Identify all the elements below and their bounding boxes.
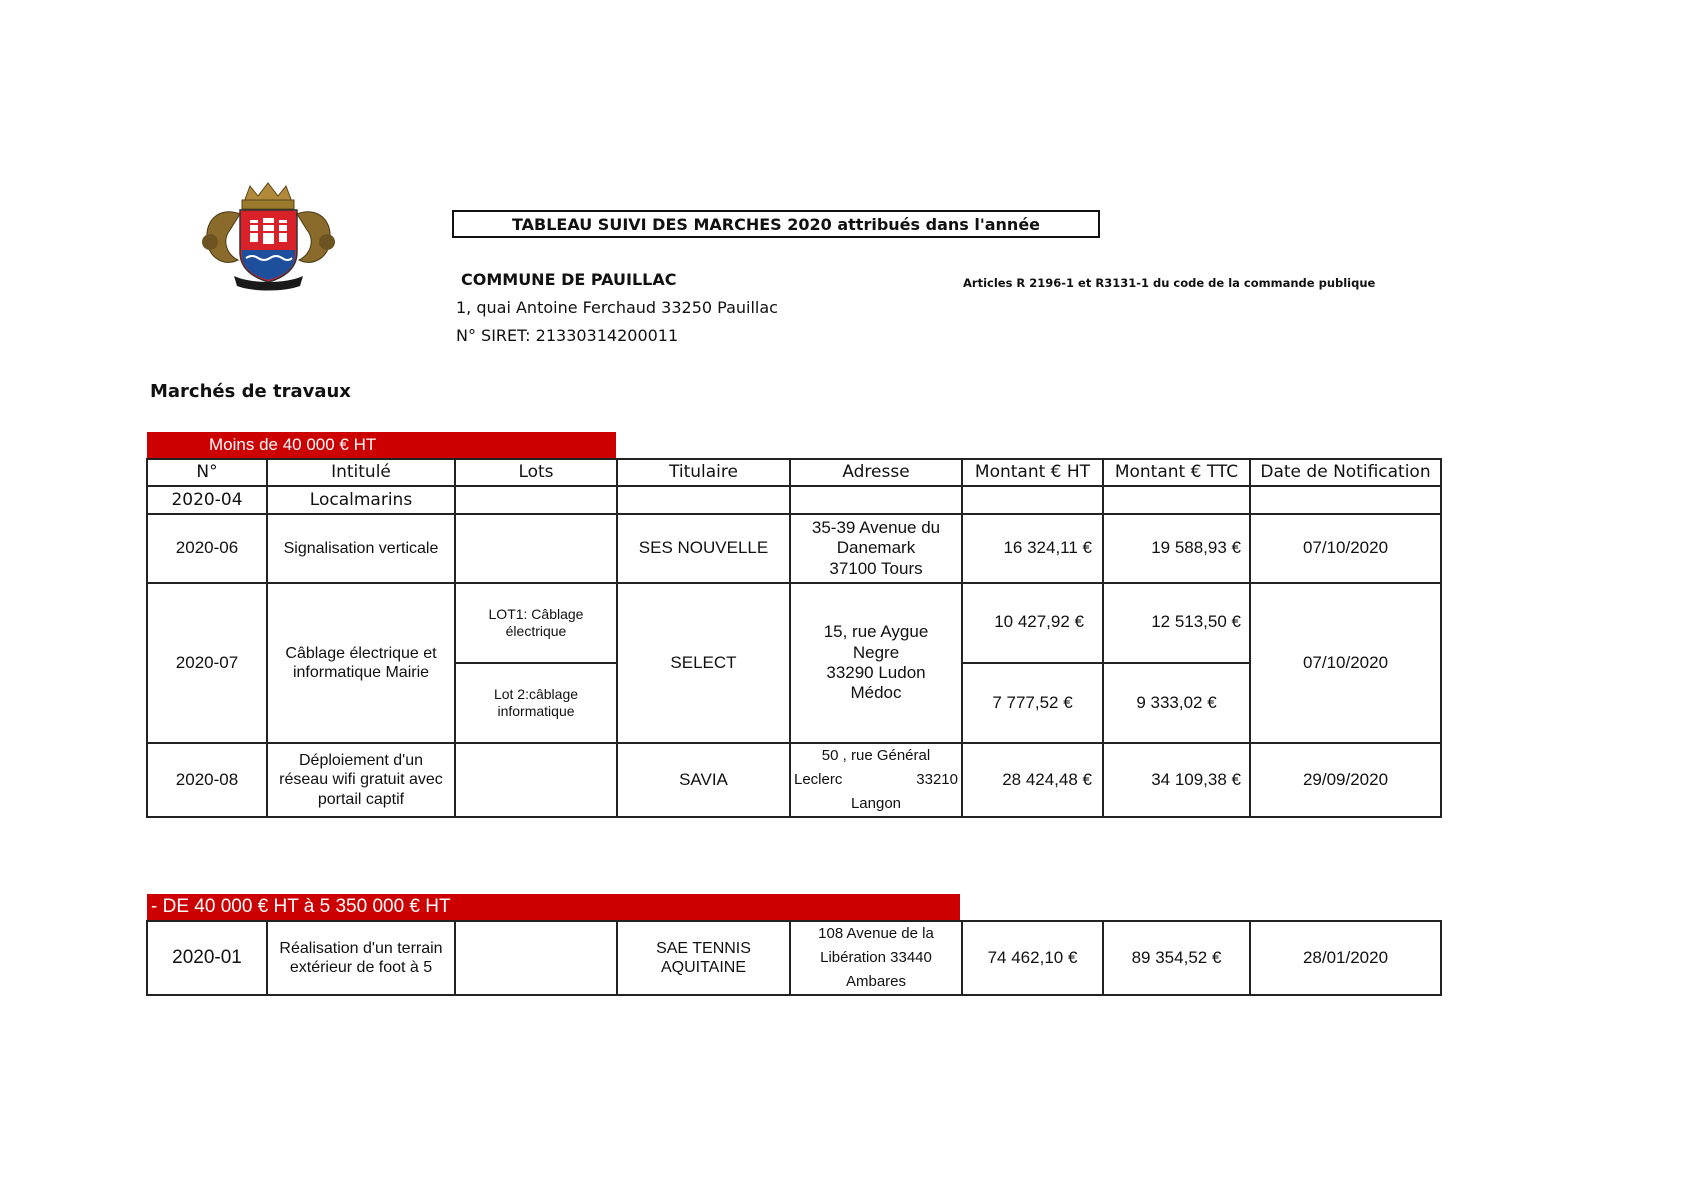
titulaire-line: AQUITAINE [660, 959, 747, 976]
col-header-montant-ttc: Montant € TTC [1103, 459, 1250, 486]
cell-adresse [790, 743, 962, 817]
cell-lots [455, 921, 617, 995]
commune-siret: N° SIRET: 21330314200011 [456, 326, 679, 345]
intitule-line: Réalisation d'un terrain [279, 939, 443, 957]
cell-intitule [267, 743, 455, 817]
cell-lot [455, 583, 617, 663]
commune-address: 1, quai Antoine Ferchaud 33250 Pauillac [456, 298, 778, 317]
cell-ttc: 34 109,38 € [1103, 743, 1250, 817]
titulaire-line: SAE TENNIS [656, 939, 751, 957]
cell-ht: 28 424,48 € [962, 743, 1103, 817]
cell-ht: 16 324,11 € [962, 514, 1103, 583]
cell-num: 2020-08 [147, 743, 267, 817]
address-line: 108 Avenue de la [818, 925, 934, 942]
address-line: Langon [850, 795, 902, 812]
intitule-line: réseau wifi gratuit avec [279, 771, 443, 789]
cell-titulaire: SELECT [617, 583, 790, 743]
cell-num: 2020-06 [147, 514, 267, 583]
cell-date [1250, 486, 1441, 514]
cell-date: 28/01/2020 [1250, 921, 1441, 995]
band-40k-to-5350k: - DE 40 000 € HT à 5 350 000 € HT [147, 894, 960, 920]
table-row [147, 486, 1441, 514]
markets-table-under-40k [146, 458, 1442, 818]
col-header-montant-ht: Montant € HT [962, 459, 1103, 486]
col-header-date: Date de Notification [1250, 459, 1441, 486]
cell-adresse [790, 514, 962, 583]
markets-table-40k-to-5350k [146, 920, 1442, 996]
lot-line: LOT1: Câblage [488, 606, 584, 623]
address-line: 50 , rue Général [821, 747, 931, 764]
cell-num: 2020-07 [147, 583, 267, 743]
intitule-line: portail captif [317, 790, 405, 808]
cell-adresse [790, 583, 962, 743]
cell-intitule [267, 921, 455, 995]
lot-line: Lot 2:câblage [493, 686, 579, 703]
address-part: Leclerc [794, 771, 843, 788]
col-header-lots: Lots [455, 459, 617, 486]
cell-titulaire [617, 921, 790, 995]
address-line: 35-39 Avenue du [811, 517, 941, 537]
cell-intitule [267, 583, 455, 743]
cell-date: 07/10/2020 [1250, 514, 1441, 583]
cell-date: 07/10/2020 [1250, 583, 1441, 743]
cell-num: 2020-04 [147, 486, 267, 514]
address-line: Danemark [836, 538, 916, 558]
cell-ttc: 19 588,93 € [1103, 514, 1250, 583]
intitule-line: Câblage électrique et [285, 644, 437, 662]
intitule-line: Déploiement d'un [298, 752, 424, 770]
cell-titulaire: SES NOUVELLE [617, 514, 790, 583]
table-header-row [147, 459, 1441, 486]
section-title: Marchés de travaux [150, 381, 351, 402]
cell-titulaire: SAVIA [617, 743, 790, 817]
cell-ttc: 9 333,02 € [1103, 663, 1250, 743]
pauillac-crest-icon [196, 180, 341, 295]
col-header-intitule: Intitulé [267, 459, 455, 486]
cell-lots [455, 743, 617, 817]
cell-adresse [790, 921, 962, 995]
cell-ht: 74 462,10 € [962, 921, 1103, 995]
cell-lots [455, 486, 617, 514]
band-under-40k: Moins de 40 000 € HT [147, 432, 616, 458]
cell-ttc: 12 513,50 € [1103, 583, 1250, 663]
cell-ht: 7 777,52 € [962, 663, 1103, 743]
table-row [147, 583, 1441, 663]
col-header-adresse: Adresse [790, 459, 962, 486]
table-row [147, 921, 1441, 995]
cell-lots [455, 514, 617, 583]
cell-ht [962, 486, 1103, 514]
cell-date: 29/09/2020 [1250, 743, 1441, 817]
cell-adresse [790, 486, 962, 514]
cell-ht: 10 427,92 € [962, 583, 1103, 663]
cell-titulaire [617, 486, 790, 514]
commune-name: COMMUNE DE PAUILLAC [461, 270, 677, 289]
cell-lot [455, 663, 617, 743]
intitule-line: informatique Mairie [292, 664, 430, 681]
cell-intitule: Localmarins [267, 486, 455, 514]
intitule-line: extérieur de foot à 5 [289, 959, 433, 976]
legal-articles: Articles R 2196-1 et R3131-1 du code de la commande publique [963, 276, 1376, 290]
col-header-num: N° [147, 459, 267, 486]
address-line: Ambares [845, 973, 907, 990]
cell-num: 2020-01 [147, 921, 267, 995]
address-part: 33210 [916, 771, 958, 788]
address-line: 15, rue Aygue [823, 622, 929, 642]
address-line: Médoc [850, 683, 902, 703]
cell-ttc: 89 354,52 € [1103, 921, 1250, 995]
address-line: 33290 Ludon [826, 663, 926, 682]
table-row [147, 514, 1441, 583]
address-line-split [794, 768, 958, 792]
col-header-titulaire: Titulaire [617, 459, 790, 486]
address-line: Negre [852, 642, 900, 662]
address-line: Libération 33440 [820, 949, 932, 966]
cell-ttc [1103, 486, 1250, 514]
cell-intitule: Signalisation verticale [267, 514, 455, 583]
lot-line: électrique [505, 623, 567, 639]
address-line: 37100 Tours [829, 558, 923, 578]
table-row [147, 743, 1441, 817]
document-title: TABLEAU SUIVI DES MARCHES 2020 attribués dans l'année [452, 210, 1100, 238]
lot-line: informatique [497, 703, 575, 719]
